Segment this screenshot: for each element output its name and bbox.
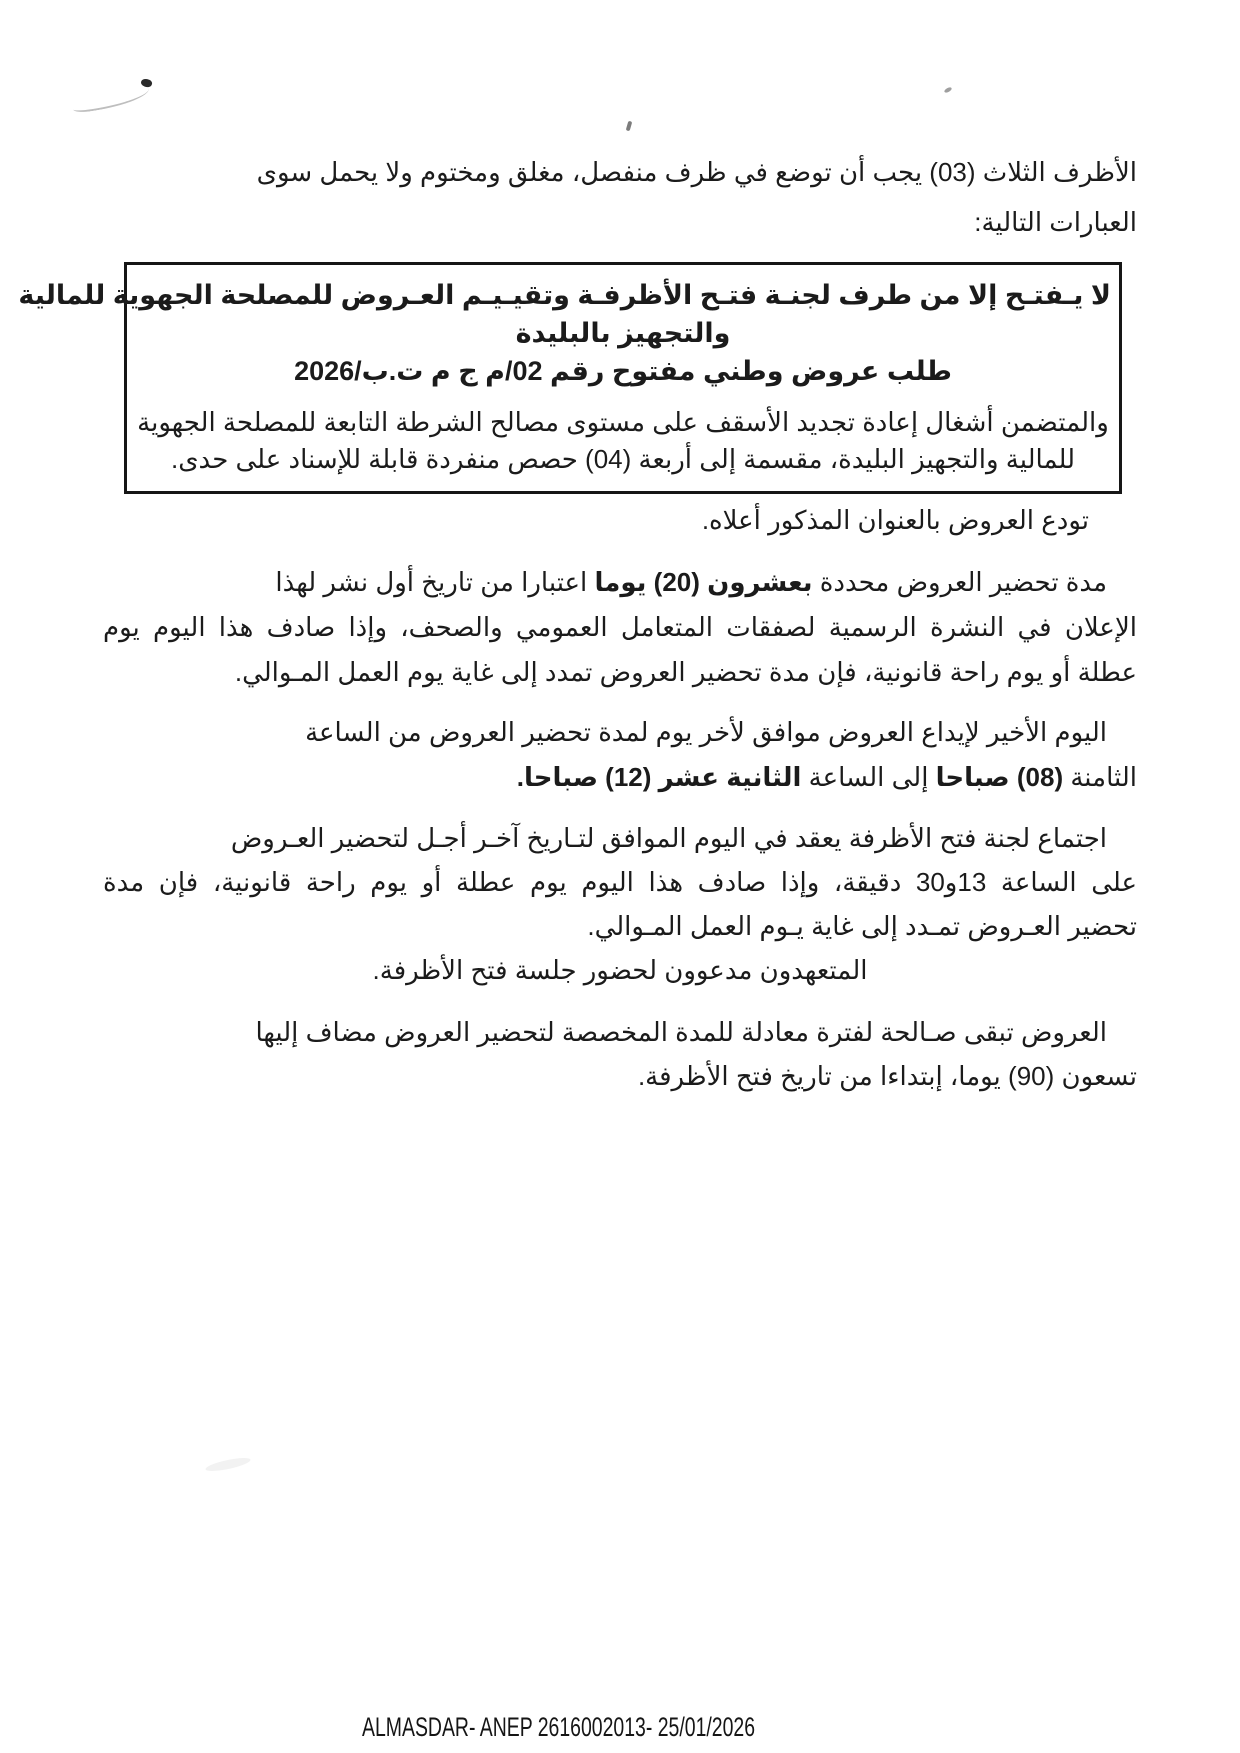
opening-line-1: اجتماع لجنة فتح الأظرفة يعقد في اليوم الموافق لتـاريخ آخـر أجـل لتحضير العـروض: [230, 823, 1107, 853]
notice-box-title-line-2: والتجهيز بالبليدة: [515, 318, 731, 348]
notice-box-description: [135, 404, 1111, 478]
pen-scribble: [71, 84, 151, 114]
preparation-line-3: عطلة أو يوم راحة قانونية، فإن مدة تحضير العروض تمدد إلى غاية يوم العمل المـوالي.: [234, 657, 1137, 687]
notice-box: [18, 262, 1122, 494]
intro-paragraph: [103, 147, 1137, 247]
opening-line-3: تحضير العـروض تمـدد إلى غاية يـوم العمل المـوالي.: [587, 911, 1137, 941]
notice-box-description-line-2: للمالية والتجهيز البليدة، مقسمة إلى أربعة (04) حصص منفردة قابلة للإسناد على حدى.: [170, 444, 1075, 474]
notice-box-description-line-1: والمتضمن أشغال إعادة تجديد الأسقف على مستوى مصالح الشرطة التابعة للمصلحة الجهوية: [137, 407, 1109, 437]
preparation-paragraph: [103, 560, 1137, 695]
deposit-line-1: تودع العروض بالعنوان المذكور أعلاه.: [701, 505, 1089, 535]
ink-speck: [944, 86, 953, 93]
validity-paragraph: [103, 1010, 1137, 1098]
validity-line-1: العروض تبقى صـالحة لفترة معادلة للمدة المخصصة لتحضير العروض مضاف إليها: [255, 1017, 1107, 1047]
preparation-line-1: مدة تحضير العروض محددة بعشرون (20) يوما اعتبارا من تاريخ أول نشر لهذا: [275, 567, 1107, 597]
deadline-line-2: الثامنة (08) صباحا إلى الساعة الثانية عشر (12) صباحا.: [516, 762, 1137, 792]
notice-box-title-line-1: لا يـفتـح إلا من طرف لجنـة فتـح الأظرفـة وتقيـيـم العـروض للمصلحة الجهوية للمالية: [18, 280, 1111, 310]
ink-speck: [140, 77, 153, 89]
opening-line-2: على الساعة 13و30 دقيقة، وإذا صادف هذا اليوم يوم عطلة أو يوم راحة قانونية، فإن مدة: [103, 867, 1137, 897]
preparation-line-2: الإعلان في النشرة الرسمية لصفقات المتعامل العمومي والصحف، وإذا صادف هذا اليوم يوم: [103, 612, 1137, 642]
scan-smudge: [205, 1455, 252, 1473]
opening-invitation-line: المتعهدون مدعوون لحضور جلسة فتح الأظرفة.: [372, 955, 868, 985]
tender-reference-line: طلب عروض وطني مفتوح رقم 02/م ج م ت.ب/2026: [294, 356, 952, 386]
deposit-paragraph: [103, 498, 1137, 543]
opening-paragraph: [103, 816, 1137, 992]
intro-line-2: العبارات التالية:: [974, 207, 1137, 237]
deadline-paragraph: [103, 710, 1137, 800]
intro-line-1: الأظرف الثلاث (03) يجب أن توضع في ظرف منفصل، مغلق ومختوم ولا يحمل سوى: [256, 157, 1137, 187]
validity-line-2: تسعون (90) يوما، إبتداءا من تاريخ فتح الأظرفة.: [637, 1061, 1137, 1091]
anep-reference-line: ALMASDAR- ANEP 2616002013- 25/01/2026: [362, 1712, 756, 1742]
ink-speck: [626, 121, 633, 132]
deadline-line-1: اليوم الأخير لإيداع العروض موافق لأخر يوم لمدة تحضير العروض من الساعة: [305, 717, 1107, 747]
